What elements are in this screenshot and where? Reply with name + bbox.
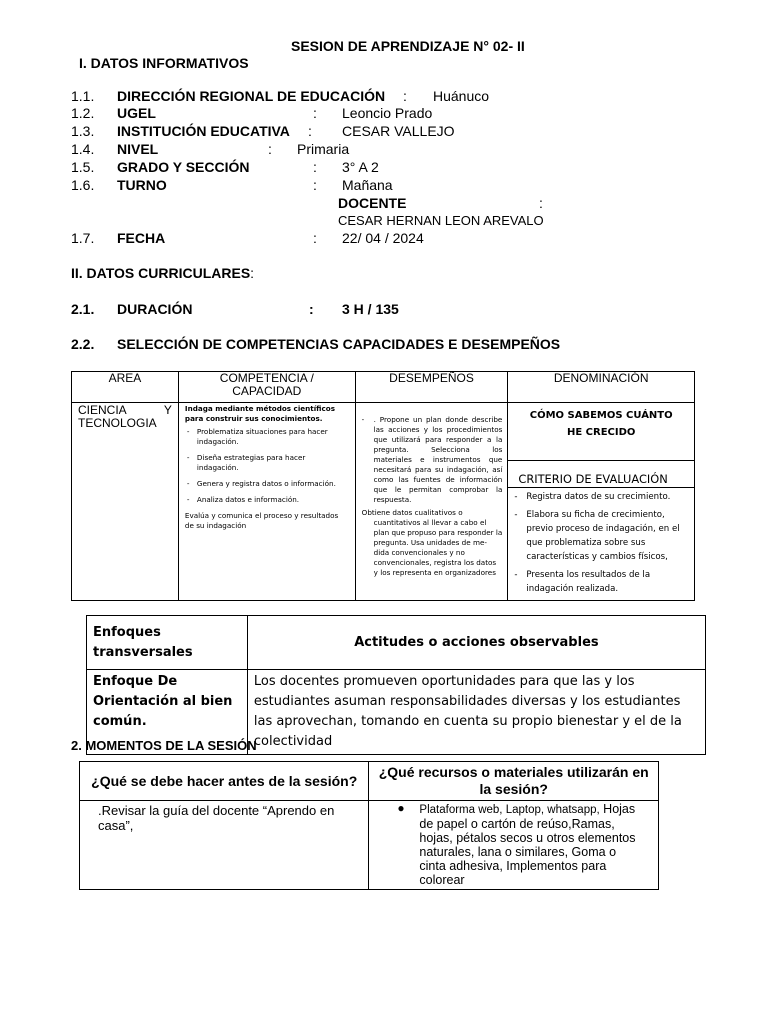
list-item: - Genera y registra datos o información. <box>197 479 349 489</box>
momentos-title: 2. MOMENTOS DE LA SESIÓN <box>71 738 257 753</box>
section-datos-curriculares-colon: : <box>250 265 255 281</box>
docente-separator: : <box>539 195 543 211</box>
momentos-header-antes: ¿Qué se debe hacer antes de la sesión? <box>80 762 369 801</box>
cell-desempenos <box>355 403 508 601</box>
duracion-label: DURACIÓN <box>117 301 193 317</box>
page-title: SESION DE APRENDIZAJE N° 02- II <box>291 38 525 54</box>
item-number: 1.5. <box>71 159 95 175</box>
fecha-label: FECHA <box>117 230 166 246</box>
item-number: 1.6. <box>71 177 95 193</box>
enfoques-header-right: Actitudes o acciones observables <box>247 616 705 670</box>
area-word-tecnologia: TECNOLOGIA <box>78 416 157 430</box>
desempeno-2-rest: cuantitativos al llevar a cabo el plan que propuso para responder la pregunta. Usa unidades de me-dida convencionales y no convencionales, registra los datos y los representa en organizadores <box>373 518 503 577</box>
item-separator: : <box>268 141 272 157</box>
item-number: 1.7. <box>71 230 95 246</box>
item-number: 1.1. <box>71 88 95 104</box>
item-label: UGEL <box>117 105 156 121</box>
seleccion-label: SELECCIÓN DE COMPETENCIAS CAPACIDADES E DESEMPEÑOS <box>117 336 561 352</box>
item-label: INSTITUCIÓN EDUCATIVA <box>117 123 290 139</box>
docente-value: CESAR HERNAN LEON AREVALO <box>338 213 544 228</box>
enfoque-name: Enfoque De Orientación al bien común. <box>87 670 248 755</box>
item-number: 1.4. <box>71 141 95 157</box>
section-datos-curriculares-title: II. DATOS CURRICULARES <box>71 265 251 281</box>
duracion-value: 3 H / 135 <box>342 301 399 317</box>
fecha-separator: : <box>313 230 317 246</box>
list-item: - Presenta los resultados de la indagación realizada. <box>526 568 688 596</box>
capacidades-list <box>185 427 349 505</box>
momentos-header-recursos: ¿Qué recursos o materiales utilizarán en la sesión? <box>369 762 659 801</box>
header-denominacion: DENOMINACIÓN <box>508 372 695 403</box>
criterios-list <box>508 490 688 596</box>
section-datos-informativos: I. DATOS INFORMATIVOS <box>79 55 249 71</box>
item-number: 1.2. <box>71 105 95 121</box>
competencia-title: Indaga mediante métodos científicos para construir sus conocimientos. <box>184 404 335 423</box>
area-word-ciencia: CIENCIA <box>78 403 127 417</box>
fecha-value: 22/ 04 / 2024 <box>342 230 424 246</box>
cell-denominacion <box>508 403 695 601</box>
criterios-section <box>508 490 694 596</box>
item-number: 2.2. <box>71 336 95 352</box>
docente-label: DOCENTE <box>338 195 407 211</box>
competencias-table <box>71 371 695 601</box>
list-item: - Problematiza situaciones para hacer indagación. <box>197 427 349 447</box>
cell-area <box>72 403 179 601</box>
capacidad-extra: Evalúa y comunica el proceso y resultados de su indagación <box>184 511 339 530</box>
criterio-title: CRITERIO DE EVALUACIÓN <box>508 461 694 488</box>
item-label: TURNO <box>117 177 167 193</box>
list-item: - Registra datos de su crecimiento. <box>526 490 688 504</box>
item-label: DIRECCIÓN REGIONAL DE EDUCACIÓN <box>117 88 386 104</box>
enfoque-actitudes: Los docentes promueven oportunidades para que las y los estudiantes asuman responsabilidades diversas y los estudiantes las aprovechan, tomando en cuenta su propio bienestar y el de la colectividad <box>247 670 705 755</box>
item-value: CESAR VALLEJO <box>342 123 455 139</box>
item-label: NIVEL <box>117 141 159 157</box>
item-number: 1.3. <box>71 123 95 139</box>
item-separator: : <box>308 123 312 139</box>
item-value: Huánuco <box>433 88 490 104</box>
cell-recursos <box>369 801 659 890</box>
item-value: Leoncio Prado <box>342 105 433 121</box>
header-desempenos: DESEMPEÑOS <box>355 372 508 403</box>
duracion-separator: : <box>309 301 314 317</box>
list-item: - Diseña estrategias para hacer indagación. <box>197 453 349 473</box>
item-separator: : <box>313 159 317 175</box>
recursos-lead: Plataforma web, Laptop, whatsapp, <box>419 804 600 816</box>
list-item: - Analiza datos e información. <box>197 495 349 505</box>
header-area: AREA <box>72 372 179 403</box>
item-label: GRADO Y SECCIÓN <box>117 159 250 175</box>
list-item: - Elabora su ficha de crecimiento, previo proceso de indagación, en el que problematiza sobre sus características y cambios físicos, <box>526 508 688 564</box>
desempeno-2 <box>362 508 503 578</box>
area-word-y: Y <box>163 403 172 417</box>
item-value: 3° A 2 <box>342 159 379 175</box>
item-number: 2.1. <box>71 301 95 317</box>
denominacion-text: CÓMO SABEMOS CUÁNTO HE CRECIDO <box>508 403 694 461</box>
item-separator: : <box>313 105 317 121</box>
item-separator: : <box>403 88 407 104</box>
item-value: Mañana <box>342 177 393 193</box>
bullet-icon: ● <box>397 801 405 815</box>
cell-antes: .Revisar la guía del docente “Aprendo en casa”, <box>80 801 369 890</box>
desempeno-2-lead: Obtiene datos cualitativos o <box>361 508 463 517</box>
dash-bullet: - <box>361 415 365 424</box>
item-value: Primaria <box>297 141 350 157</box>
header-competencia: COMPETENCIA / CAPACIDAD <box>178 372 355 403</box>
enfoques-table <box>86 615 706 755</box>
momentos-table <box>79 761 659 890</box>
section-datos-curriculares <box>71 265 254 281</box>
desempeno-1-text: . Propone un plan donde describe las acciones y los procedimientos que utilizará para responder a la pregunta. Selecciona los materiales e instrumentos que necesitará para su indagación, así como las fuentes de información que le permitan comprobar la respuesta. <box>373 415 503 504</box>
item-separator: : <box>313 177 317 193</box>
desempeno-1 <box>362 415 503 505</box>
cell-competencia <box>178 403 355 601</box>
enfoques-header-left: Enfoques transversales <box>87 616 248 670</box>
recursos-rest: Hojas de papel o cartón de reúso,Ramas, hojas, pétalos secos u otros elementos naturales, lana o similares, Goma o cinta adhesiva, Implementos para colorear <box>419 802 636 887</box>
